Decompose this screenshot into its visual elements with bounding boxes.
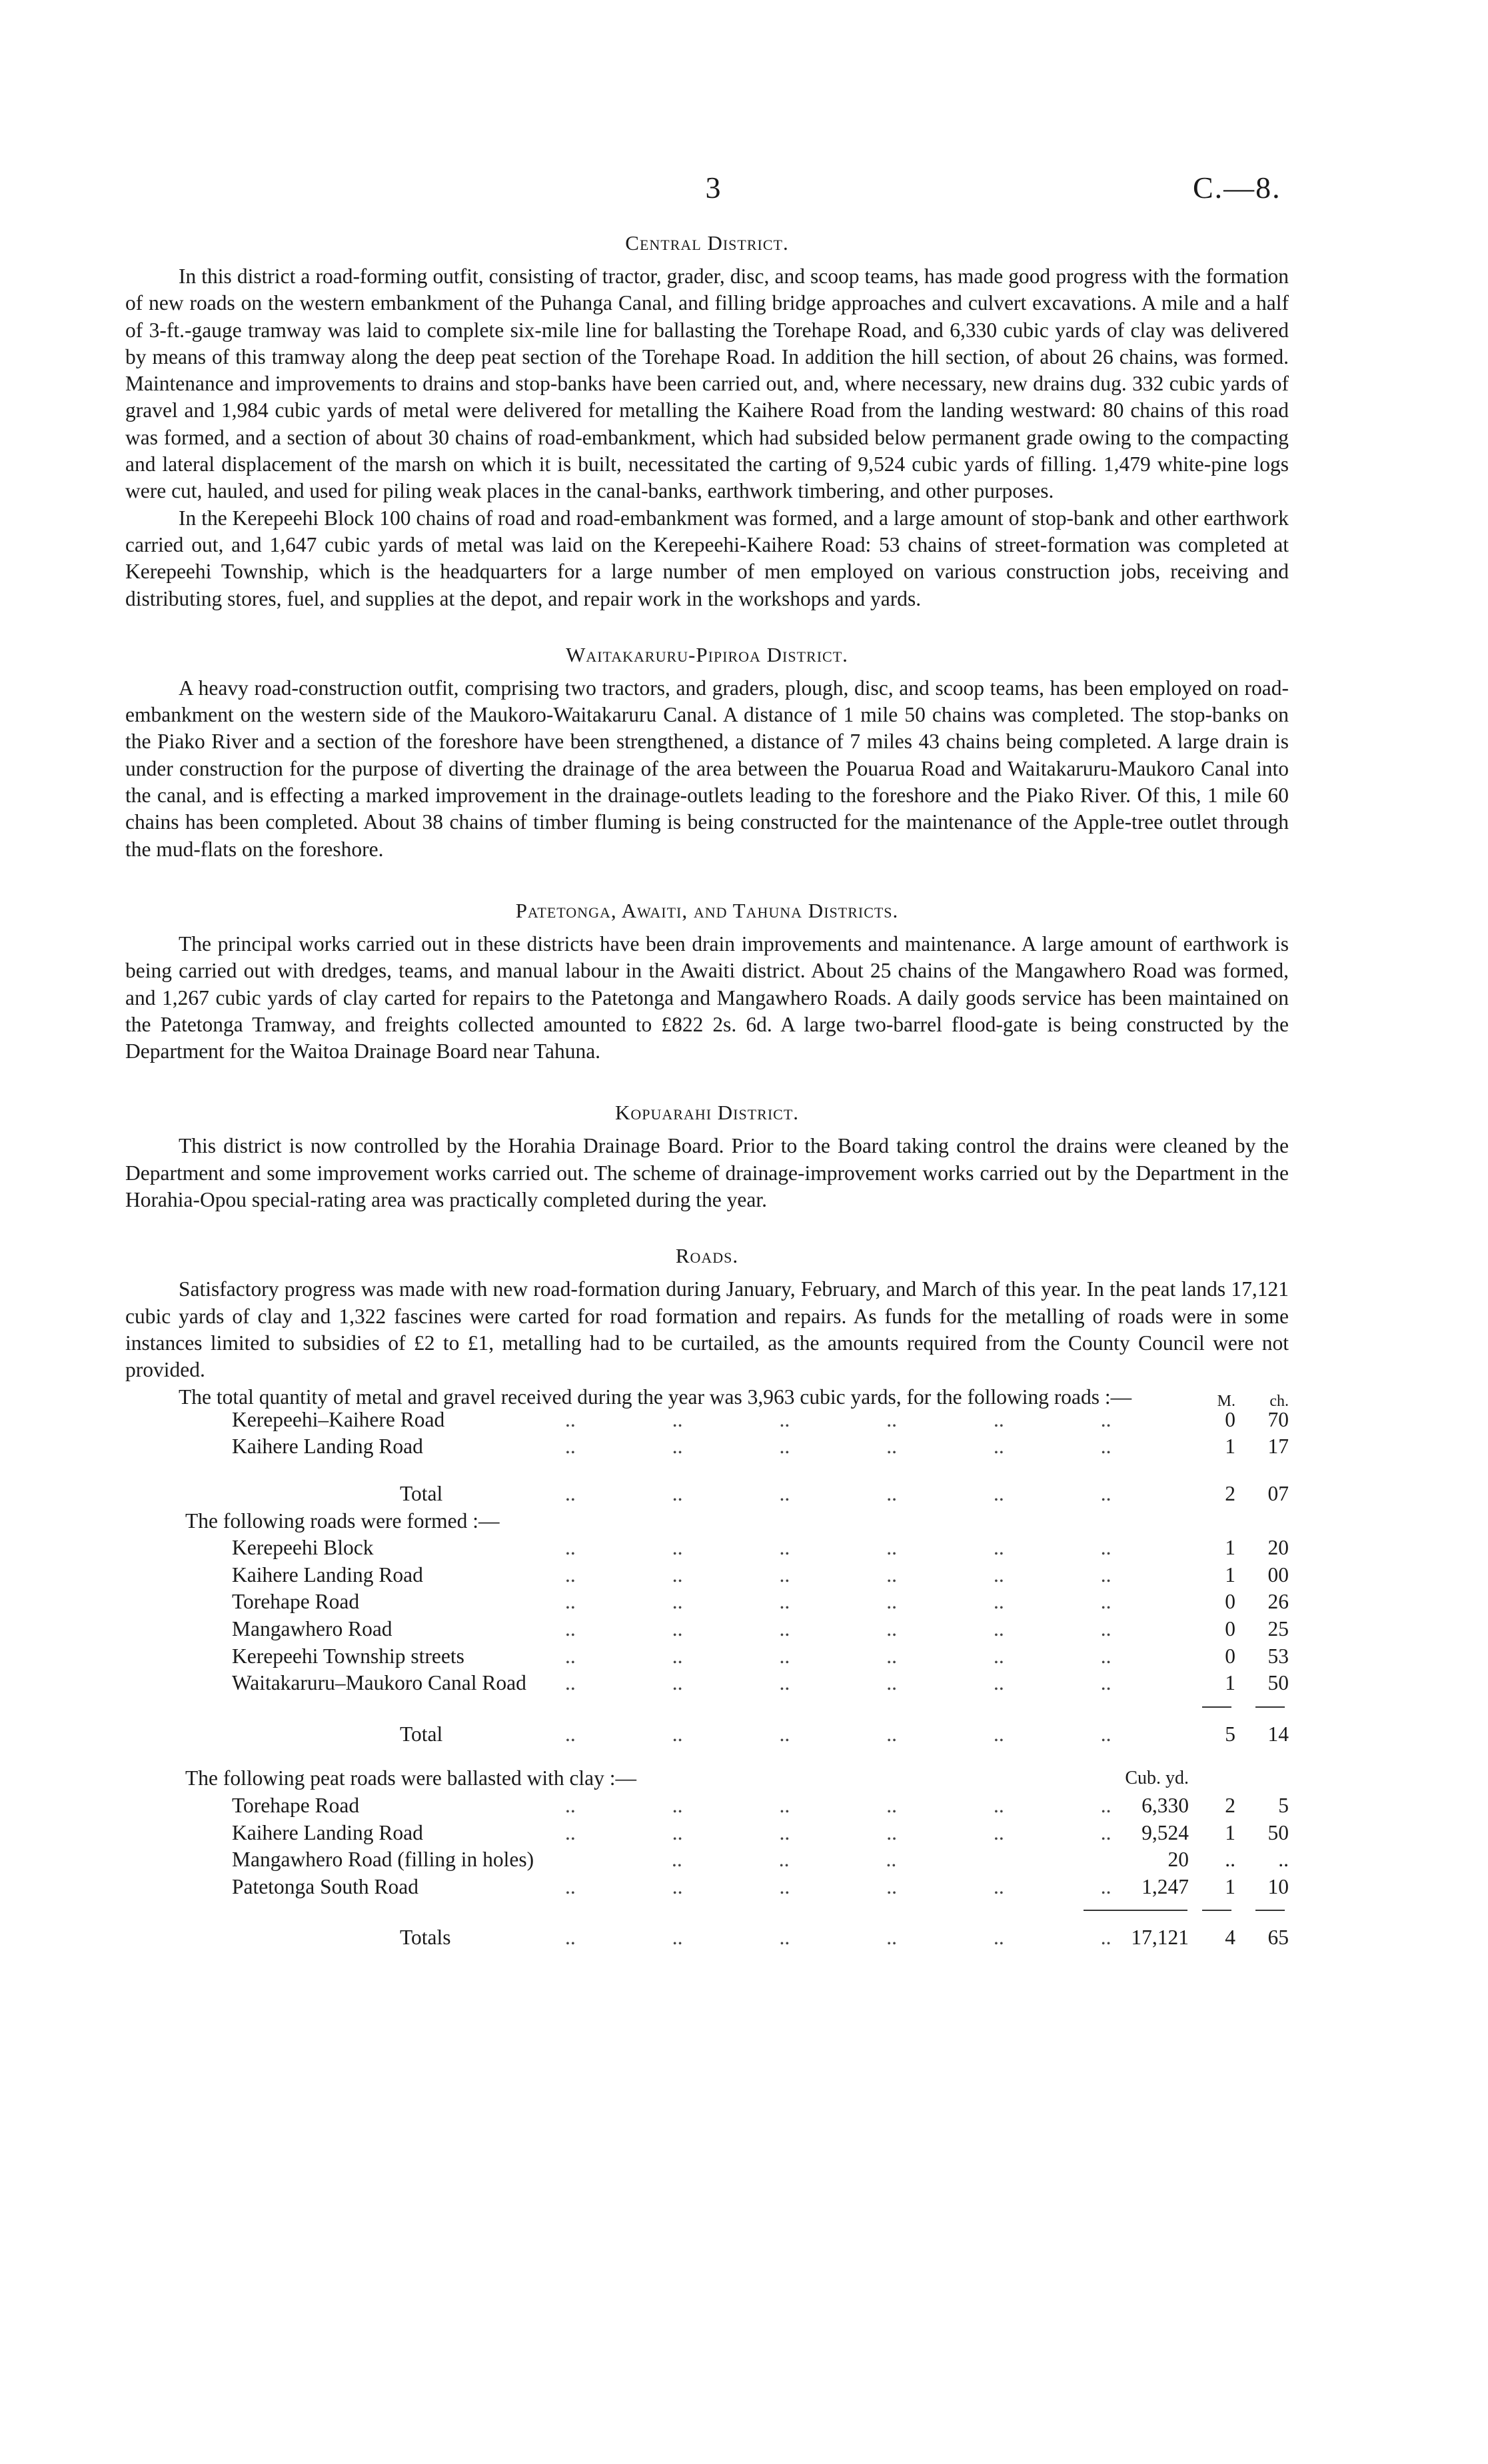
column-rule — [1084, 1910, 1187, 1911]
table-row: Kaihere Landing Road .. .. .. .. .. .. 1 17 — [125, 1433, 1289, 1461]
table-row: Mangawhero Road (filling in holes) .. .. .. 20 .. .. — [125, 1846, 1289, 1874]
table-intro-row — [125, 1508, 1289, 1535]
column-rule — [1255, 1706, 1285, 1708]
column-header-cubic-yards: Cub. yd. — [1125, 1768, 1189, 1789]
total-miles: 2 — [1225, 1481, 1235, 1505]
road-name: Torehape Road — [232, 1793, 360, 1817]
total-chains: 65 — [1267, 1926, 1289, 1950]
metal-table — [125, 1388, 1289, 1508]
chains-cell: 50 — [1267, 1671, 1289, 1695]
paragraph: The principal works carried out in these districts have been drain improvements and maintenance. A large amount of earthwork is being carried out with dredges, teams, and manual labour in the Awaiti district. About 25 chains of the Mangawhero Road was formed, and 1,267 cubic yards of clay carted for repairs to the Patetonga and Mangawhero Roads. A daily goods service has been maintained on the Patetonga Tramway, and freights collected amounted to £822 2s. 6d. A large two-barrel flood-gate is being constructed by the Department for the Waitoa Drainage Board near Tahuna. — [125, 931, 1289, 1063]
miles-cell: 0 — [1225, 1616, 1235, 1640]
section-heading: Kopuarahi District. — [614, 1101, 800, 1125]
road-name: Torehape Road — [232, 1590, 360, 1614]
miles-cell: 1 — [1225, 1536, 1235, 1560]
body-content — [125, 230, 1289, 1952]
formed-table — [125, 1508, 1289, 1748]
road-name: Kerepeehi Block — [232, 1536, 374, 1560]
chains-cell: 26 — [1267, 1590, 1289, 1614]
table-row: Torehape Road .. .. .. .. .. .. 0 26 — [125, 1588, 1289, 1616]
column-rule — [1255, 1910, 1285, 1911]
section-waitakaruru-district — [125, 642, 1289, 863]
road-name: Kaihere Landing Road — [232, 1820, 423, 1844]
paragraph: In the Kerepeehi Block 100 chains of road and road-embankment was formed, and a large amount of stop-bank and other earthwork carried out, and 1,647 cubic yards of metal was laid on the Kerepeehi-Kaihere Road: 53 chains of street-formation was completed at Kerepeehi Township, which is the headquarters for a large number of men employed on various construction jobs, receiving and distributing stores, fuel, and supplies at the depot, and repair work in the workshops and yards. — [125, 506, 1289, 610]
ballast-table — [125, 1765, 1289, 1952]
chains-cell: 50 — [1267, 1820, 1289, 1844]
column-header-chains: ch. — [1269, 1392, 1289, 1410]
section-central-district — [125, 230, 1289, 612]
formed-table-intro: The following roads were formed :— — [185, 1509, 500, 1533]
document-reference: C.—8. — [1193, 171, 1281, 205]
road-name: Kerepeehi–Kaihere Road — [232, 1407, 445, 1431]
road-name: Kaihere Landing Road — [232, 1562, 423, 1586]
table-row: Torehape Road .. .. .. .. .. .. 6,330 2 5 — [125, 1792, 1289, 1820]
miles-cell: 1 — [1225, 1435, 1235, 1459]
section-heading: Patetonga, Awaiti, and Tahuna Districts. — [515, 898, 899, 922]
table-row: Kerepeehi Township streets .. .. .. .. .. .. 0 53 — [125, 1643, 1289, 1670]
chains-cell: 5 — [1278, 1793, 1289, 1817]
metal-table-intro: The total quantity of metal and gravel received during the year was 3,963 cubic yards, for the following roads :— — [179, 1385, 1132, 1409]
section-heading: Waitakaruru-Pipiroa District. — [566, 642, 848, 666]
chains-cell: 25 — [1267, 1616, 1289, 1640]
road-name: Waitakaruru–Maukoro Canal Road — [232, 1671, 526, 1695]
table-total-row: Total .. .. .. .. .. .. 5 14 — [125, 1721, 1289, 1748]
chains-cell: 70 — [1267, 1407, 1289, 1431]
table-row: Kerepeehi Block .. .. .. .. .. .. 1 20 — [125, 1535, 1289, 1562]
chains-cell: .. — [1278, 1848, 1289, 1872]
total-cubic-yards: 17,121 — [1131, 1926, 1189, 1950]
table-row: Kaihere Landing Road .. .. .. .. .. .. 1 00 — [125, 1562, 1289, 1589]
table-total-row: Total .. .. .. .. .. .. 2 07 — [125, 1481, 1289, 1508]
page-number: 3 — [705, 171, 721, 205]
road-name: Mangawhero Road — [232, 1616, 392, 1640]
total-miles: 4 — [1225, 1926, 1235, 1950]
chains-cell: 17 — [1267, 1435, 1289, 1459]
cubic-yards-cell: 6,330 — [1141, 1793, 1189, 1817]
total-miles: 5 — [1225, 1722, 1235, 1746]
chains-cell: 00 — [1267, 1562, 1289, 1586]
road-name: Kaihere Landing Road — [232, 1435, 423, 1459]
chains-cell: 53 — [1267, 1644, 1289, 1668]
miles-cell: 0 — [1225, 1644, 1235, 1668]
section-heading: Roads. — [675, 1244, 739, 1268]
table-intro-row — [125, 1765, 1289, 1792]
section-heading: Central District. — [625, 231, 789, 255]
paragraph: A heavy road-construction outfit, comprising two tractors, and graders, plough, disc, and scoop teams, has been employed on road-embankment on the western side of the Maukoro-Waitakaruru Canal. A distance of 1 mile 50 chains was completed. The stop-banks on the Piako River and a section of the foreshore have been strengthened, a distance of 7 miles 43 chains being completed. A large drain is under construction for the purpose of diverting the drainage of the area between the Pouarua Road and Waitakaruru-Maukoro Canal into the canal, and is effecting a marked improvement in the drainage-outlets leading to the foreshore and the Piako River. Of this, 1 mile 60 chains has been completed. About 38 chains of timber fluming is being constructed for the maintenance of the Apple-tree outlet through the mud-flats on the foreshore. — [125, 676, 1289, 861]
road-name: Kerepeehi Township streets — [232, 1644, 464, 1668]
table-row: Mangawhero Road .. .. .. .. .. .. 0 25 — [125, 1616, 1289, 1643]
section-kopuarahi-district — [125, 1099, 1289, 1213]
table-row: Kaihere Landing Road .. .. .. .. .. .. 9,524 1 50 — [125, 1820, 1289, 1847]
ballast-table-intro: The following peat roads were ballasted with clay :— — [185, 1766, 637, 1790]
table-row: Waitakaruru–Maukoro Canal Road .. .. .. .. .. .. 1 50 — [125, 1670, 1289, 1697]
paragraph: In this district a road-forming outfit, consisting of tractor, grader, disc, and scoop teams, has made good progress with the formation of new roads on the western embankment of the Puhanga Canal, and filling bridge approaches and culvert excavations. A mile and a half of 3-ft.-gauge tramway was laid to complete six-mile line for ballasting the Torehape Road, and 6,330 cubic yards of clay was delivered by means of this tramway along the deep peat section of the Torehape Road. In addition the hill section, of about 26 chains, was formed. Maintenance and improvements to drains and stop-banks have been carried out, and, where necessary, new drains dug. 332 cubic yards of gravel and 1,984 cubic yards of metal were delivered for metalling the Kaihere Road from the landing westward: 80 chains of this road was formed, and a section of about 30 chains of road-embankment, which had subsided below permanent grade owing to the compacting and lateral displacement of the marsh on which it is built, necessitated the carting of 9,524 cubic yards of filling. 1,479 white-pine logs were cut, hauled, and used for piling weak places in the canal-banks, earthwork timbering, and other purposes. — [125, 265, 1289, 503]
miles-cell: 0 — [1225, 1407, 1235, 1431]
miles-cell: 1 — [1225, 1820, 1235, 1844]
total-chains: 14 — [1267, 1722, 1289, 1746]
table-row: Kerepeehi–Kaihere Road .. .. .. .. .. .. 0 70 — [125, 1407, 1289, 1434]
total-label: Totals — [400, 1926, 451, 1950]
cubic-yards-cell: 9,524 — [1141, 1820, 1189, 1844]
chains-cell: 10 — [1267, 1874, 1289, 1898]
miles-cell: .. — [1225, 1848, 1235, 1872]
total-chains: 07 — [1267, 1481, 1289, 1505]
table-total-row: Totals .. .. .. .. .. .. 17,121 4 65 — [125, 1924, 1289, 1952]
miles-cell: 2 — [1225, 1793, 1235, 1817]
miles-cell: 1 — [1225, 1562, 1235, 1586]
miles-cell: 1 — [1225, 1874, 1235, 1898]
paragraph: Satisfactory progress was made with new road-formation during January, February, and March of this year. In the peat lands 17,121 cubic yards of clay and 1,322 fascines were carted for road formation and repairs. As funds for the metalling of roads were in some instances limited to subsidies of £2 to £1, metalling had to be curtailed, as the amounts required from the County Council were not provided. — [125, 1277, 1289, 1382]
total-label: Total — [400, 1481, 443, 1505]
chains-cell: 20 — [1267, 1536, 1289, 1560]
column-rule — [1202, 1706, 1231, 1708]
table-header-row — [125, 1388, 1289, 1410]
total-label: Total — [400, 1722, 443, 1746]
paragraph: This district is now controlled by the Horahia Drainage Board. Prior to the Board taking control the drains were cleaned by the Department and some improvement works carried out. The scheme of drainage-improvement works carried out by the Department in the Horahia-Opou special-rating area was practically completed during the year. — [125, 1134, 1289, 1212]
section-roads — [125, 1243, 1289, 1952]
miles-cell: 1 — [1225, 1671, 1235, 1695]
cubic-yards-cell: 20 — [1167, 1848, 1189, 1872]
miles-cell: 0 — [1225, 1590, 1235, 1614]
section-patetonga-districts — [125, 898, 1289, 1065]
road-name: Mangawhero Road (filling in holes) — [232, 1848, 534, 1872]
column-header-miles: M. — [1217, 1392, 1235, 1410]
table-row: Patetonga South Road .. .. .. .. .. .. 1,247 1 10 — [125, 1874, 1289, 1901]
column-rule — [1202, 1910, 1231, 1911]
cubic-yards-cell: 1,247 — [1141, 1874, 1189, 1898]
road-name: Patetonga South Road — [232, 1874, 418, 1898]
